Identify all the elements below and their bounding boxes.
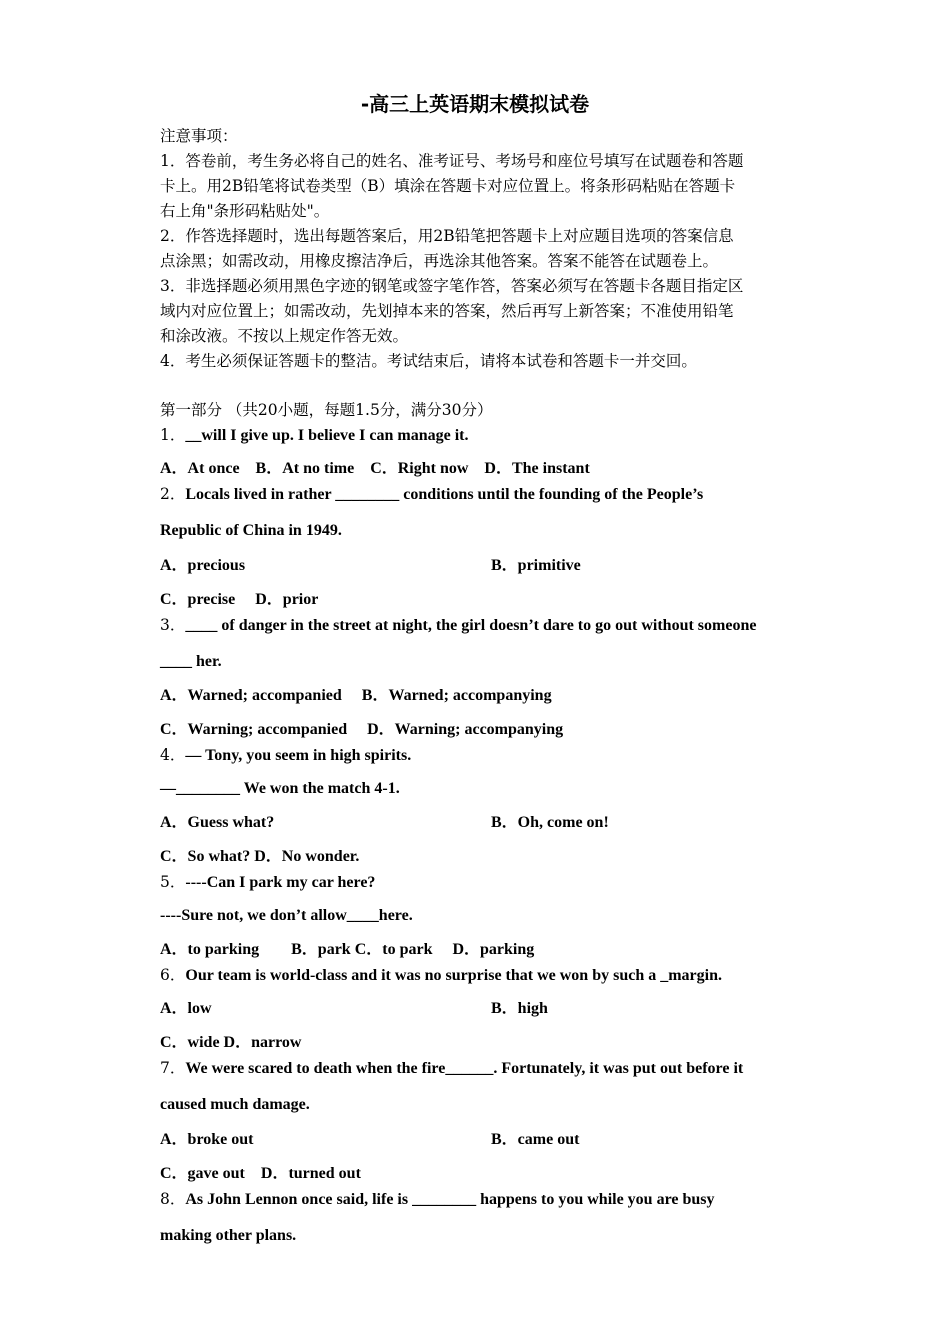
notice-line: 和涂改液。不按以上规定作答无效。 (160, 327, 409, 345)
option-b: B．came out (491, 1131, 580, 1148)
question-text: __will I give up. I believe I can manage it. (185, 427, 469, 444)
question-2-continued: Republic of China in 1949. (160, 522, 342, 539)
question-text: ----Can I park my car here? (185, 874, 376, 891)
option-a: A．Guess what? (160, 814, 275, 831)
question-2 (160, 483, 800, 506)
question-text: Our team is world-class and it was no surprise that we won by such a _margin. (185, 967, 722, 984)
question-1-options: A．At once B．At no time C．Right now D．The instant (160, 460, 590, 477)
question-number: 2． (160, 485, 186, 503)
notice-heading: 注意事项： (160, 127, 238, 145)
option-c-d: C．Warning; accompanied D．Warning; accompanying (160, 721, 564, 738)
question-7 (160, 1057, 800, 1080)
question-number: 1． (160, 426, 186, 444)
option-b: B．Oh, come on! (491, 814, 609, 831)
option-c-d: C．gave out D．turned out (160, 1165, 361, 1182)
option-c-d: C．wide D．narrow (160, 1034, 302, 1051)
question-5 (160, 871, 800, 894)
option-c-d: C．So what? D．No wonder. (160, 848, 360, 865)
notice-line: 点涂黑；如需改动，用橡皮擦洁净后，再选涂其他答案。答案不能答在试题卷上。 (160, 252, 719, 270)
option-a-b: A．Warned; accompanied B．Warned; accompanying (160, 687, 552, 704)
section-heading: 第一部分 （共20小题，每题1.5分，满分30分） (160, 401, 493, 419)
notice-line: 卡上。用2B铅笔将试卷类型（B）填涂在答题卡对应位置上。将条形码粘贴在答题卡 (160, 177, 736, 195)
notice-line: 域内对应位置上；如需改动，先划掉本来的答案，然后再写上新答案；不准使用铅笔 (160, 302, 734, 320)
question-number: 5． (160, 873, 186, 891)
question-number: 8． (160, 1190, 186, 1208)
question-text: ____ of danger in the street at night, the girl doesn’t dare to go out without someone (185, 617, 757, 634)
notice-section (160, 124, 800, 374)
page-title: -高三上英语期末模拟试卷 (360, 92, 590, 116)
option-a: A．precious (160, 557, 246, 574)
question-text: We were scared to death when the fire______. Fortunately, it was put out before it (185, 1060, 744, 1077)
question-8 (160, 1188, 800, 1211)
question-text: As John Lennon once said, life is ________ happens to you while you are busy (185, 1191, 715, 1208)
option-b: B．high (491, 1000, 548, 1017)
question-text: — Tony, you seem in high spirits. (185, 747, 412, 764)
question-7-continued: caused much damage. (160, 1096, 310, 1113)
question-number: 7． (160, 1059, 186, 1077)
question-4-reply: —________ We won the match 4-1. (160, 780, 400, 797)
question-8-continued: making other plans. (160, 1227, 297, 1244)
question-number: 4． (160, 746, 186, 764)
question-number: 3． (160, 616, 186, 634)
question-1 (160, 424, 800, 447)
notice-line: 1．答卷前，考生务必将自己的姓名、准考证号、考场号和座位号填写在试题卷和答题 (160, 152, 744, 170)
notice-line: 2．作答选择题时，选出每题答案后，用2B铅笔把答题卡上对应题目选项的答案信息 (160, 227, 734, 245)
option-b: B．primitive (491, 557, 581, 574)
notice-line: 4．考生必须保证答题卡的整洁。考试结束后，请将本试卷和答题卡一并交回。 (160, 352, 697, 370)
question-5-options: A．to parking B．park C．to park D．parking (160, 941, 535, 958)
question-6 (160, 964, 800, 987)
question-3-continued: ____ her. (160, 653, 222, 670)
question-4 (160, 744, 800, 767)
question-number: 6． (160, 966, 186, 984)
notice-line: 3．非选择题必须用黑色字迹的钢笔或签字笔作答，答案必须写在答题卡各题目指定区 (160, 277, 744, 295)
question-text: Locals lived in rather ________ conditions until the founding of the People’s (185, 486, 704, 503)
question-5-reply: ----Sure not, we don’t allow____here. (160, 907, 413, 924)
question-3 (160, 614, 800, 637)
notice-line: 右上角"条形码粘贴处"。 (160, 202, 330, 220)
option-c-d: C．precise D．prior (160, 591, 319, 608)
option-a: A．broke out (160, 1131, 254, 1148)
option-a: A．low (160, 1000, 212, 1017)
